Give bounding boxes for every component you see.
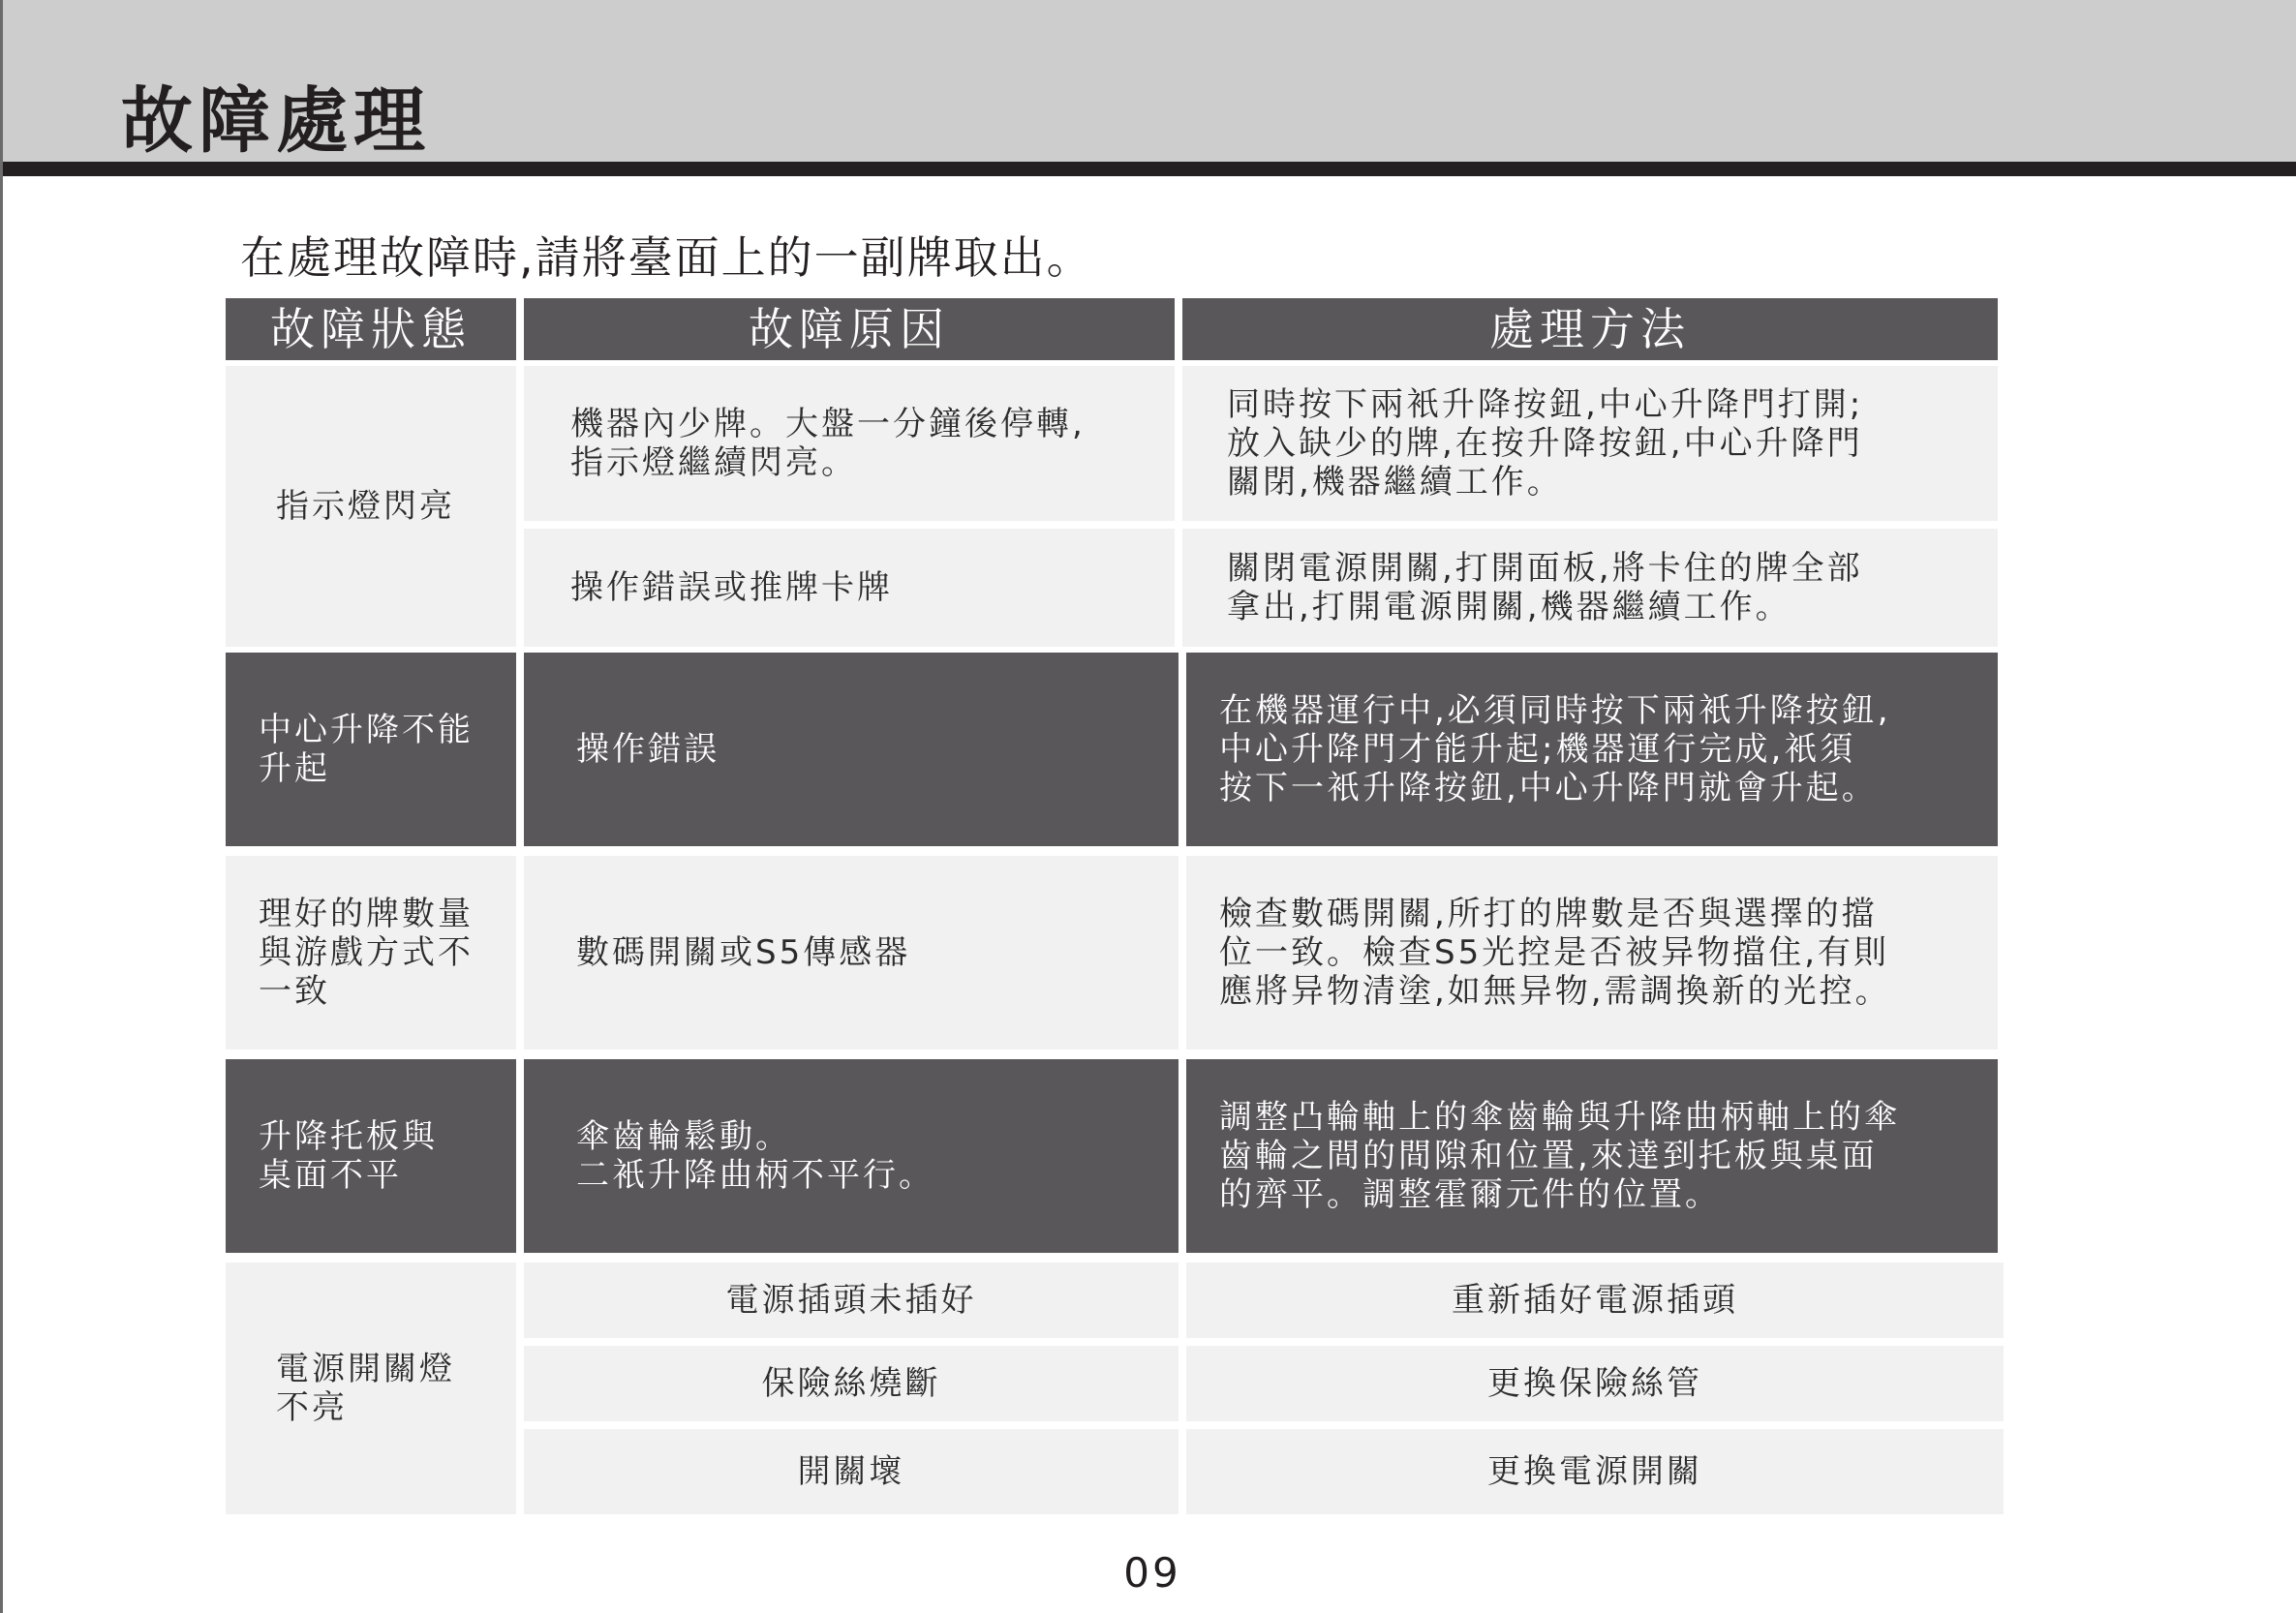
cause-cell: 機器內少牌。大盤一分鐘後停轉, 指示燈繼續閃亮。	[524, 366, 1175, 521]
intro-text: 在處理故障時,請將臺面上的一副牌取出。	[240, 231, 1093, 284]
status-cell: 理好的牌數量 與游戲方式不 一致	[226, 856, 516, 1050]
cause-cell: 數碼開關或S5傳感器	[524, 856, 1179, 1050]
status-cell: 中心升降不能 升起	[226, 653, 516, 846]
status-cell: 升降托板與 桌面不平	[226, 1059, 516, 1253]
method-cell: 檢查數碼開關,所打的牌數是否與選擇的擋 位一致。檢查S5光控是否被异物擋住,有則 應將异物清塗,如無异物,需調換新的光控。	[1186, 856, 1998, 1050]
method-cell: 調整凸輪軸上的傘齒輪與升降曲柄軸上的傘 齒輪之間的間隙和位置,來達到托板與桌面 的齊平。調整霍爾元件的位置。	[1186, 1059, 1998, 1253]
header-method: 處理方法	[1182, 298, 1998, 360]
cause-cell: 操作錯誤	[524, 653, 1179, 846]
header-cause: 故障原因	[524, 298, 1175, 360]
status-cell: 電源開關燈 不亮	[226, 1263, 516, 1514]
page-edge	[0, 0, 3, 1613]
cause-cell: 保險絲燒斷	[524, 1346, 1179, 1421]
page-number: 09	[1123, 1549, 1181, 1597]
method-cell: 關閉電源開關,打開面板,將卡住的牌全部 拿出,打開電源開關,機器繼續工作。	[1182, 529, 1998, 647]
cause-cell: 開關壞	[524, 1429, 1179, 1514]
page-title: 故障處理	[121, 79, 431, 163]
method-cell: 同時按下兩衹升降按鈕,中心升降門打開; 放入缺少的牌,在按升降按鈕,中心升降門 關閉,機器繼續工作。	[1182, 366, 1998, 521]
cause-cell: 傘齒輪鬆動。 二衹升降曲柄不平行。	[524, 1059, 1179, 1253]
method-cell: 更換電源開關	[1186, 1429, 2004, 1514]
header-status: 故障狀態	[226, 298, 516, 360]
cause-cell: 操作錯誤或推牌卡牌	[524, 529, 1175, 647]
status-cell: 指示燈閃亮	[226, 366, 516, 647]
method-cell: 在機器運行中,必須同時按下兩衹升降按鈕, 中心升降門才能升起;機器運行完成,衹須 按下一衹升降按鈕,中心升降門就會升起。	[1186, 653, 1998, 846]
cause-cell: 電源插頭未插好	[524, 1263, 1179, 1338]
method-cell: 重新插好電源插頭	[1186, 1263, 2004, 1338]
method-cell: 更換保險絲管	[1186, 1346, 2004, 1421]
